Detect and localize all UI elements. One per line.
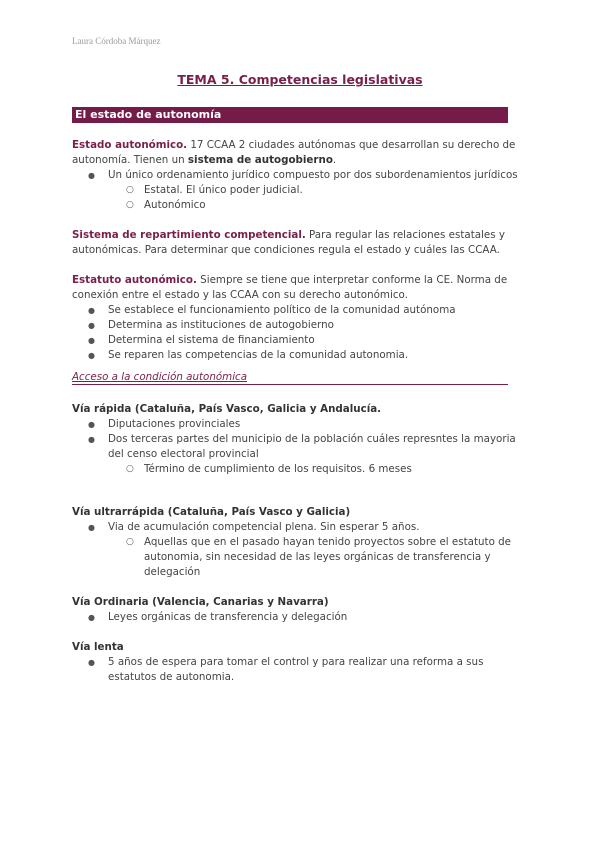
list-item: ○ Término de cumplimiento de los requisitos. 6 meses (72, 462, 528, 477)
estado-paragraph (72, 138, 528, 168)
list-item: ● Se reparen las competencias de la comunidad autonomia. (72, 348, 528, 363)
via-ultra-list (72, 520, 528, 580)
estado-text2: . (332, 154, 337, 166)
section-heading: El estado de autonomía (72, 107, 508, 123)
sistema-paragraph (72, 228, 528, 258)
estado-text1: 17 CCAA 2 ciudades autónomas que desarrollan su derecho de autonomía. Tienen un (72, 139, 516, 166)
list-item: ● Leyes orgánicas de transferencia y delegación (72, 610, 528, 625)
list-item: ● Un único ordenamiento jurídico compuesto por dos subordenamientos jurídicos (72, 168, 528, 183)
list-item: ● 5 años de espera para tomar el control y para realizar una reforma a sus estatutos de autonomia. (72, 655, 528, 685)
list-item: ○ Autonómico (72, 198, 528, 213)
via-ordinaria-list (72, 610, 528, 625)
list-item: ● Via de acumulación competencial plena. Sin esperar 5 años. (72, 520, 528, 535)
document-title: TEMA 5. Competencias legislativas (177, 72, 423, 87)
via-lenta-list (72, 655, 528, 685)
list-item: ● Determina el sistema de financiamiento (72, 333, 528, 348)
document-body (72, 138, 528, 685)
via-ordinaria-title: Vía Ordinaria (Valencia, Canarias y Navarra) (72, 596, 329, 608)
via-ultra-title: Vía ultrarrápida (Cataluña, País Vasco y Galicia) (72, 506, 351, 518)
estatuto-list (72, 303, 528, 363)
list-item: ○ Aquellas que en el pasado hayan tenido proyectos sobre el estatuto de autonomia, sin necesidad de las leyes orgánicas de transferencia y delegación (72, 535, 528, 580)
estado-label: Estado autonómico. (72, 139, 188, 151)
via-rapida-title: Vía rápida (Cataluña, País Vasco, Galicia y Andalucía. (72, 403, 382, 415)
estatuto-paragraph (72, 273, 528, 303)
sistema-text: Para regular las relaciones estatales y autonómicas. Para determinar que condiciones regula el estado y cuáles las CCAA. (72, 229, 505, 256)
list-item: ● Diputaciones provinciales (72, 417, 528, 432)
via-rapida-list (72, 417, 528, 477)
estatuto-text: Siempre se tiene que interpretar conforme la CE. Norma de conexión entre el estado y las CCAA con su derecho autonómico. (72, 274, 508, 301)
page-header-author: Laura Córdoba Márquez (72, 36, 161, 46)
via-lenta-title: Vía lenta (72, 641, 124, 653)
estado-bold: sistema de autogobierno (187, 154, 333, 166)
list-item: ● Dos terceras partes del municipio de la población cuáles represntes la mayoria del censo electoral provincial (72, 432, 528, 462)
sistema-label: Sistema de repartimiento competencial. (72, 229, 306, 241)
estado-list (72, 168, 528, 213)
list-item: ● Determina as instituciones de autogobierno (72, 318, 528, 333)
estatuto-label: Estatuto autonómico. (72, 274, 197, 286)
acceso-subheading: Acceso a la condición autonómica (72, 371, 508, 385)
list-item: ○ Estatal. El único poder judicial. (72, 183, 528, 198)
list-item: ● Se establece el funcionamiento político de la comunidad autónoma (72, 303, 528, 318)
